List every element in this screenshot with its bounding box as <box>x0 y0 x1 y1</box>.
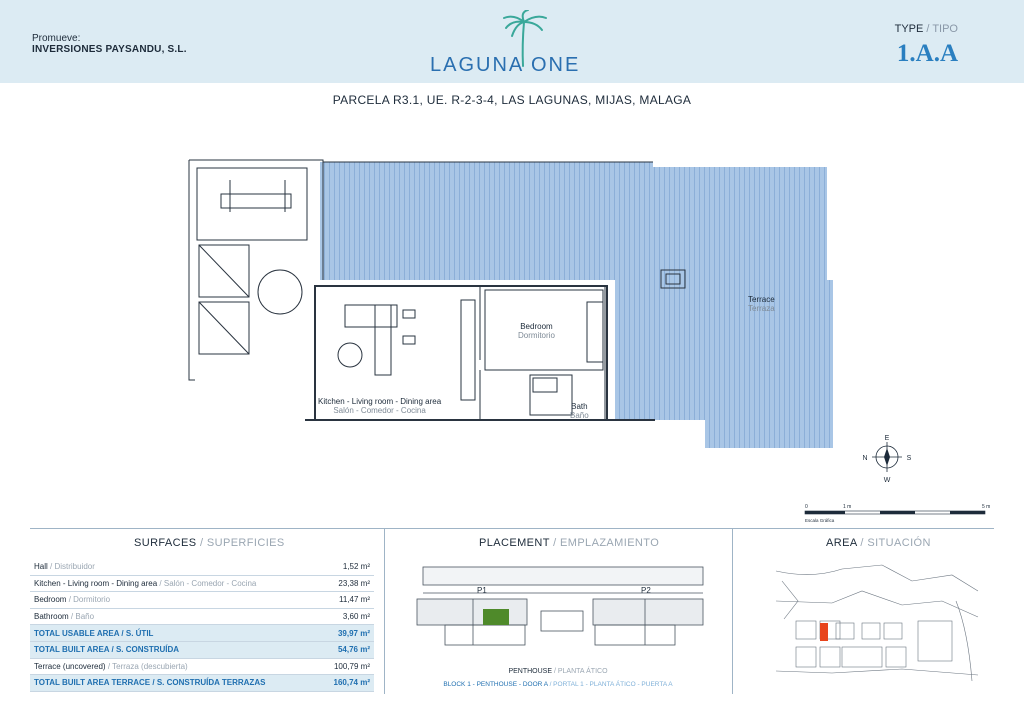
surface-label: Terrace (uncovered) <box>34 661 106 671</box>
plot-address: PARCELA R3.1, UE. R-2-3-4, LAS LAGUNAS, MIJAS, MALAGA <box>332 93 692 107</box>
compass-n: N <box>862 455 868 462</box>
promoter-label: Promueve: <box>32 33 81 44</box>
surface-row-bathroom <box>30 609 374 626</box>
room-kitchen-es: Salón - Comedor - Cocina <box>333 406 426 415</box>
logo-word-laguna: LAGUNA <box>430 54 525 76</box>
scale-end: 5 m <box>982 504 991 510</box>
type-code: 1.A.A <box>896 40 958 67</box>
surface-row-total-terrace <box>30 675 374 692</box>
room-bedroom-es: Dormitorio <box>518 331 555 340</box>
panel-divider-2 <box>732 528 733 694</box>
scale-bar <box>800 500 995 526</box>
surface-label-es: / Baño <box>70 612 95 622</box>
room-kitchen-en: Kitchen - Living room - Dining area <box>318 397 442 406</box>
room-label-kitchen <box>318 397 441 415</box>
surface-row-terrace <box>30 659 374 676</box>
placement-map <box>415 563 705 661</box>
surface-value: 54,76 m² <box>337 645 370 655</box>
room-terrace-en: Terrace <box>748 295 775 304</box>
surface-value: 100,79 m² <box>333 661 370 671</box>
type-label-es: / TIPO <box>926 23 958 35</box>
placement-p2: P2 <box>641 586 651 595</box>
area-map <box>772 561 984 687</box>
surface-label-es: / Distribuidor <box>50 562 95 572</box>
surface-row-total-built <box>30 642 374 659</box>
laguna-one-logo <box>420 10 610 76</box>
area-highlight <box>820 623 828 641</box>
door-en: BLOCK 1 - PENTHOUSE - DOOR A <box>443 681 548 688</box>
surface-label-es: / S. ÚTIL <box>121 628 154 638</box>
surfaces-table <box>30 559 374 692</box>
penthouse-label <box>384 668 732 675</box>
surface-label: Hall <box>34 562 48 572</box>
penthouse-es: / PLANTA ÁTICO <box>553 668 608 675</box>
surfaces-title-es: / SUPERFICIES <box>199 537 285 549</box>
surface-label: Bedroom <box>34 595 67 605</box>
surface-row-hall <box>30 559 374 576</box>
surface-value: 23,38 m² <box>338 578 370 588</box>
room-terrace-es: Terraza <box>748 304 775 313</box>
section-divider <box>30 528 994 529</box>
surface-row-kitchen <box>30 576 374 593</box>
surface-value: 1,52 m² <box>342 562 370 572</box>
scale-start: 0 <box>805 504 808 510</box>
surface-label: Kitchen - Living room - Dining area <box>34 578 158 588</box>
logo-word-one: ONE <box>531 54 581 76</box>
surface-label-es: / Terraza (descubierta) <box>107 661 188 671</box>
compass-w: W <box>883 477 891 484</box>
compass-s: S <box>906 455 912 462</box>
penthouse-en: PENTHOUSE <box>508 668 553 675</box>
surface-label-es: / Dormitorio <box>68 595 111 605</box>
room-bedroom-en: Bedroom <box>520 322 553 331</box>
surface-value: 3,60 m² <box>342 612 370 622</box>
compass-e: E <box>884 435 890 442</box>
surfaces-title <box>134 537 285 549</box>
scale-mid: 1 m <box>843 504 852 510</box>
surface-row-total-usable <box>30 625 374 642</box>
surface-label-es: / S. CONSTRUÍDA <box>111 645 180 655</box>
door-es: / PORTAL 1 - PLANTA ÁTICO - PUERTA A <box>549 681 673 688</box>
compass-icon <box>862 432 912 484</box>
placement-title <box>479 537 659 549</box>
placement-title-es: / EMPLAZAMIENTO <box>553 537 660 549</box>
scale-caption: Escala Gráfica <box>805 518 835 523</box>
surface-label: Bathroom <box>34 612 69 622</box>
door-label <box>384 681 732 688</box>
room-label-bath <box>570 402 589 420</box>
surface-label: TOTAL BUILT AREA TERRACE <box>34 678 151 688</box>
area-title-en: AREA <box>826 537 857 549</box>
promoter-name: INVERSIONES PAYSANDU, S.L. <box>32 44 187 55</box>
placement-title-en: PLACEMENT <box>479 537 550 549</box>
terrace-uncovered <box>605 167 833 448</box>
type-label <box>895 23 958 35</box>
surface-value: 11,47 m² <box>339 595 370 605</box>
placement-highlight <box>483 609 509 625</box>
floor-plan <box>185 150 845 450</box>
surface-value: 160,74 m² <box>333 678 370 688</box>
room-bath-es: Baño <box>570 411 589 420</box>
room-label-bedroom <box>518 322 555 340</box>
surface-row-bedroom <box>30 592 374 609</box>
terrace-covered <box>320 162 653 280</box>
type-label-en: TYPE <box>894 23 924 35</box>
surface-label-es: / Salón - Comedor - Cocina <box>159 578 257 588</box>
surface-value: 39,97 m² <box>337 628 370 638</box>
surface-label-es: / S. CONSTRUÍDA TERRAZAS <box>152 678 266 688</box>
surfaces-title-en: SURFACES <box>134 537 197 549</box>
room-bath-en: Bath <box>571 402 588 411</box>
area-title <box>826 537 931 549</box>
room-label-terrace <box>748 295 775 313</box>
area-title-es: / SITUACIÓN <box>860 537 931 549</box>
placement-p1: P1 <box>477 586 487 595</box>
surface-label: TOTAL USABLE AREA <box>34 628 120 638</box>
surface-label: TOTAL BUILT AREA <box>34 645 110 655</box>
